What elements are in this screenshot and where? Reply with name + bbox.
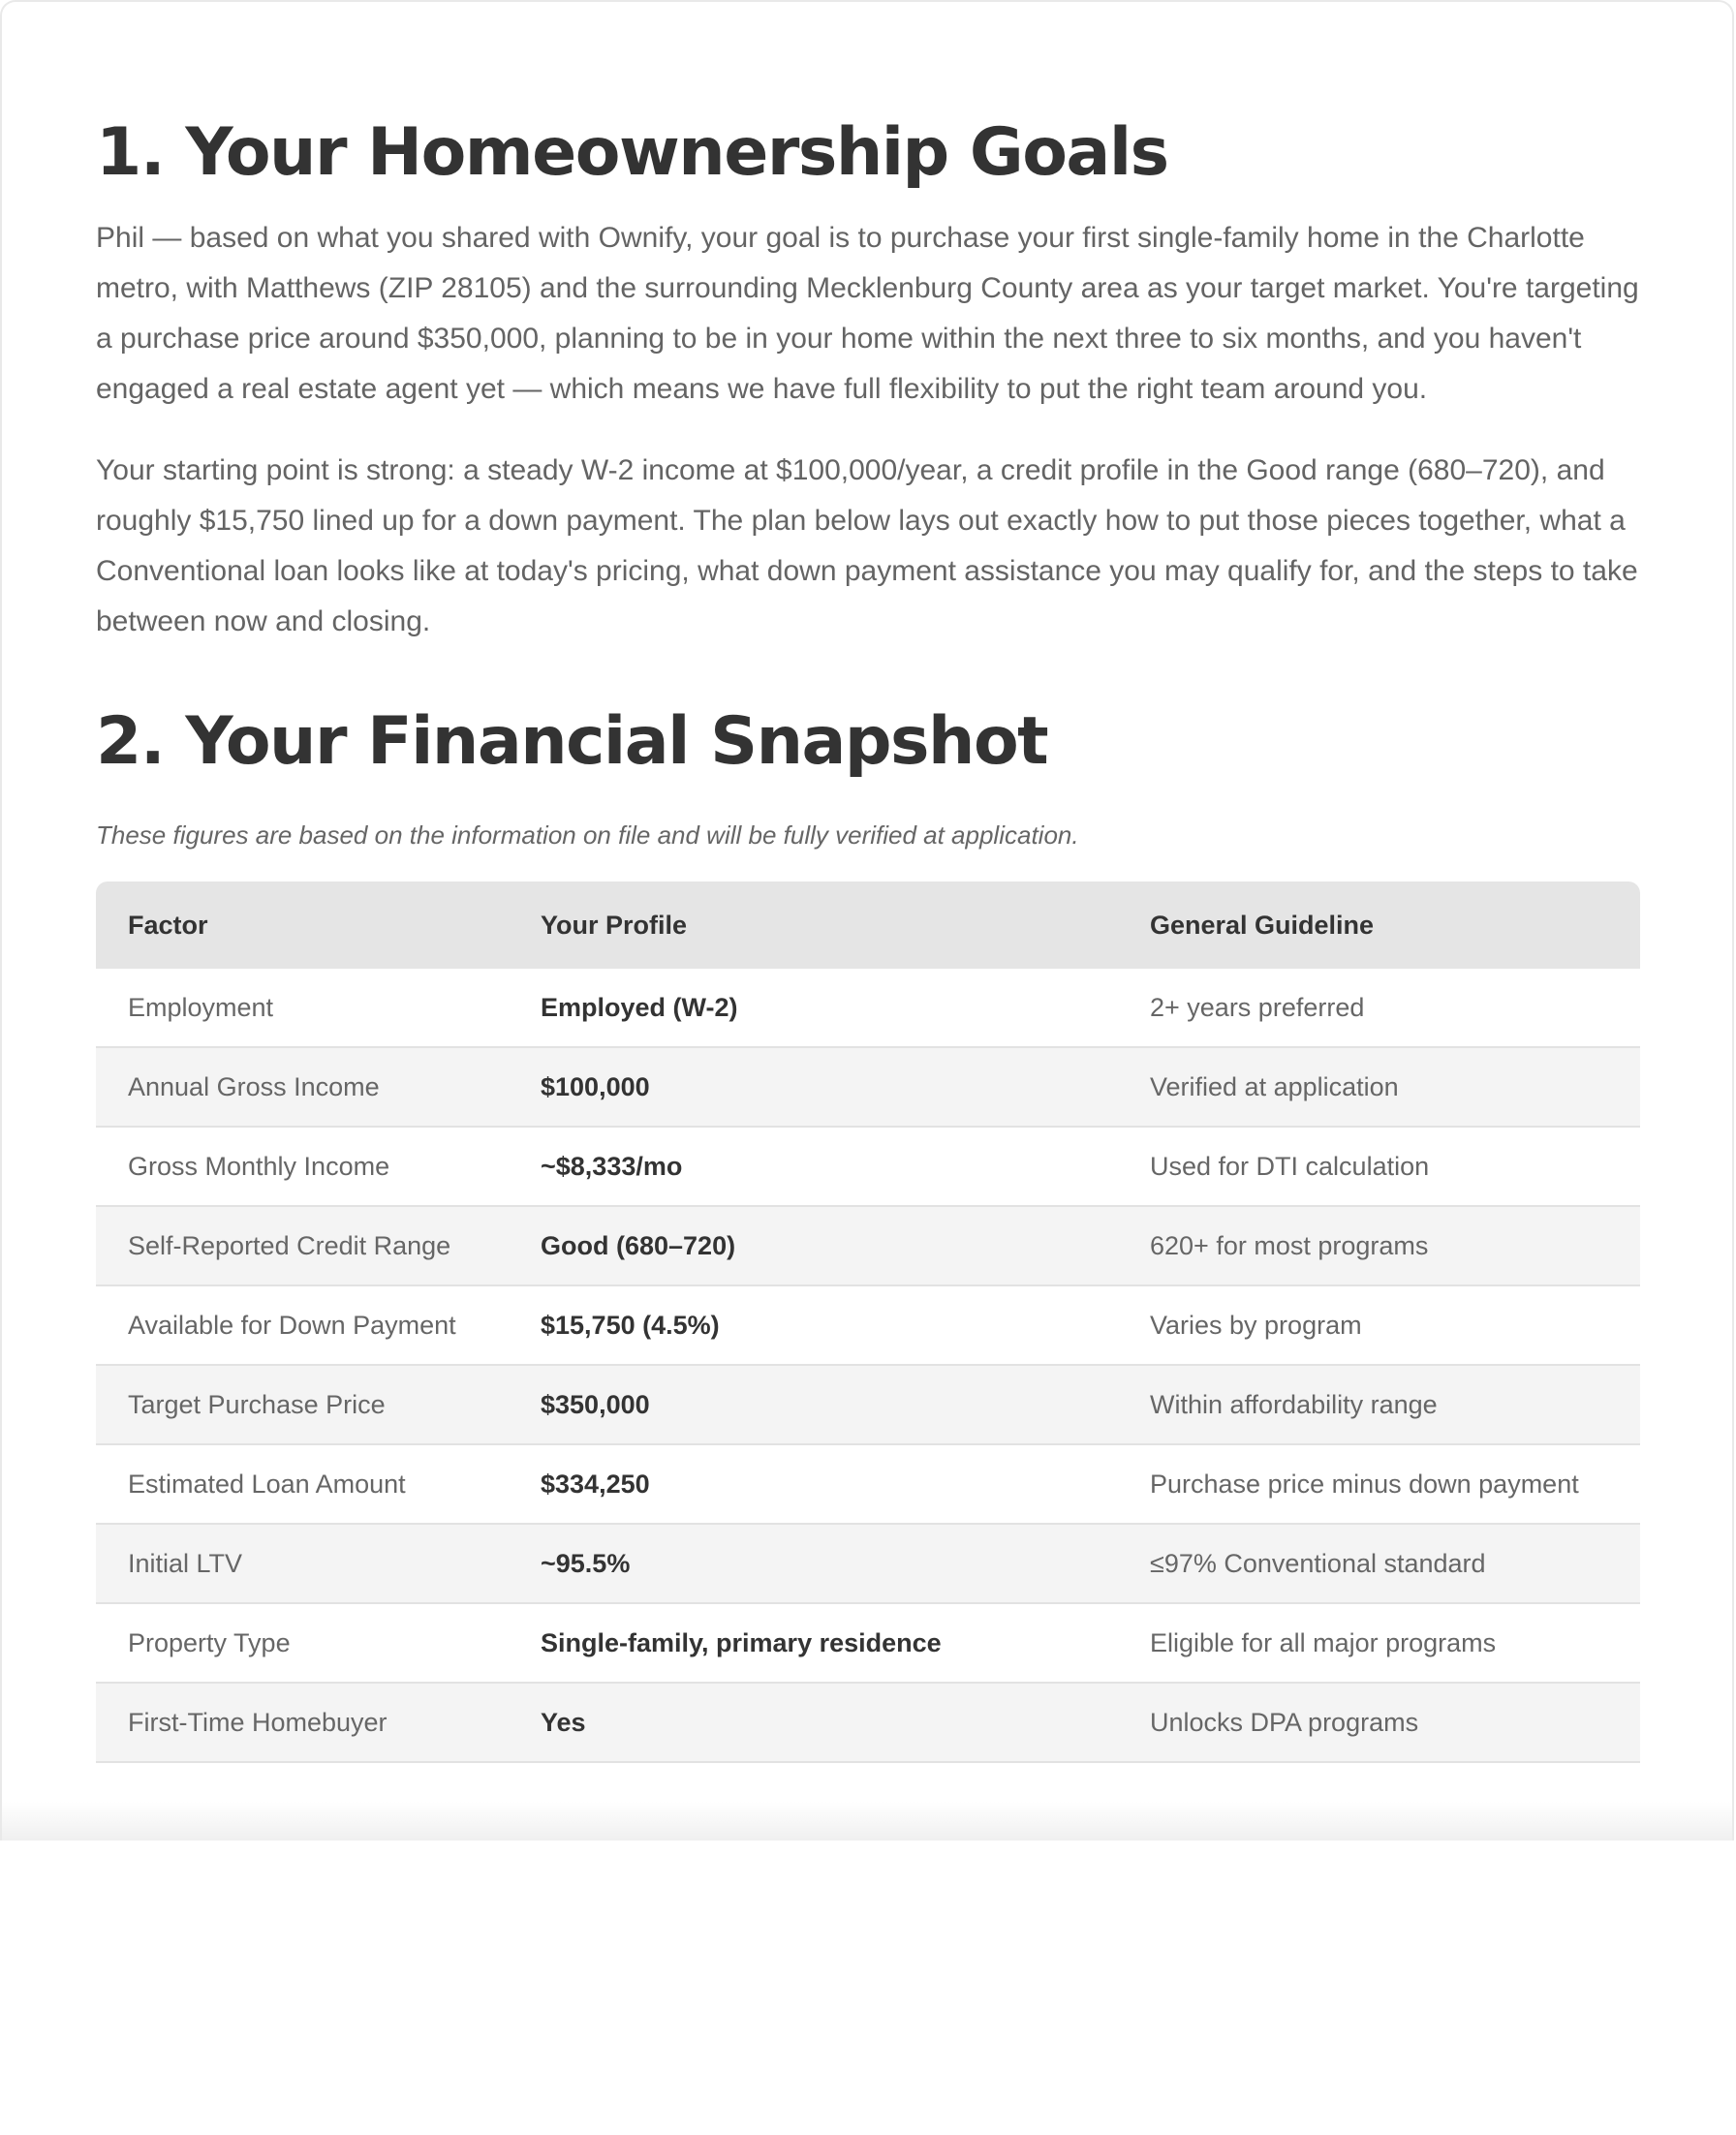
factor-cell: Target Purchase Price — [96, 1365, 509, 1444]
profile-cell: Yes — [509, 1683, 1118, 1762]
table-row — [96, 1047, 1640, 1127]
section-heading-snapshot: 2. Your Financial Snapshot — [96, 703, 1048, 780]
guideline-cell: 620+ for most programs — [1118, 1206, 1640, 1285]
profile-cell: ~95.5% — [509, 1524, 1118, 1603]
guideline-cell: Eligible for all major programs — [1118, 1603, 1640, 1683]
factor-cell: Gross Monthly Income — [96, 1127, 509, 1206]
goals-paragraph-2: Your starting point is strong: a steady W-2 income at $100,000/year, a credit profile in the Good range (680–720), and roughly $15,750 lined up for a down payment. The plan below lays out exactly how to put those pieces together, what a Conventional loan looks like at today's pricing, what down payment assistance you may qualify for, and the steps to take between now and closing. — [96, 454, 1638, 637]
factor-cell: First-Time Homebuyer — [96, 1683, 509, 1762]
profile-cell: Good (680–720) — [509, 1206, 1118, 1285]
factor-cell: Employment — [96, 969, 509, 1047]
profile-cell: $100,000 — [509, 1047, 1118, 1127]
table-row — [96, 1285, 1640, 1365]
header-factor: Factor — [96, 882, 509, 969]
guideline-cell: Within affordability range — [1118, 1365, 1640, 1444]
profile-cell: $350,000 — [509, 1365, 1118, 1444]
factor-cell: Initial LTV — [96, 1524, 509, 1603]
table-row — [96, 1444, 1640, 1524]
guideline-cell: Purchase price minus down payment — [1118, 1444, 1640, 1524]
factor-cell: Available for Down Payment — [96, 1285, 509, 1365]
table-row — [96, 969, 1640, 1047]
table-row — [96, 1206, 1640, 1285]
goals-paragraph-1: Phil — based on what you shared with Ownify, your goal is to purchase your first single-family home in the Charlotte metro, with Matthews (ZIP 28105) and the surrounding Mecklenburg County area as your target market. You're targeting a purchase price around $350,000, planning to be in your home within the next three to six months, and you haven't engaged a real estate agent yet — which means we have full flexibility to put the right team around you. — [96, 222, 1639, 405]
factor-cell: Self-Reported Credit Range — [96, 1206, 509, 1285]
snapshot-note: These figures are based on the information on file and will be fully verified at application. — [96, 820, 1079, 850]
profile-cell: $15,750 (4.5%) — [509, 1285, 1118, 1365]
page-fade — [2, 1802, 1732, 1841]
table-row — [96, 1683, 1640, 1762]
factor-cell: Estimated Loan Amount — [96, 1444, 509, 1524]
factor-cell: Annual Gross Income — [96, 1047, 509, 1127]
guideline-cell: Verified at application — [1118, 1047, 1640, 1127]
profile-cell: Employed (W-2) — [509, 969, 1118, 1047]
profile-cell: ~$8,333/mo — [509, 1127, 1118, 1206]
table-row — [96, 1603, 1640, 1683]
table-header-row — [96, 882, 1640, 969]
profile-cell: Single-family, primary residence — [509, 1603, 1118, 1683]
document-content — [96, 108, 1642, 1763]
guideline-cell: Varies by program — [1118, 1285, 1640, 1365]
guideline-cell: 2+ years preferred — [1118, 969, 1640, 1047]
guideline-cell: ≤97% Conventional standard — [1118, 1524, 1640, 1603]
section-heading-goals: 1. Your Homeownership Goals — [96, 114, 1168, 191]
financial-snapshot-table — [96, 882, 1640, 1763]
profile-cell: $334,250 — [509, 1444, 1118, 1524]
table-row — [96, 1127, 1640, 1206]
header-your-profile: Your Profile — [509, 882, 1118, 969]
guideline-cell: Unlocks DPA programs — [1118, 1683, 1640, 1762]
table-row — [96, 1365, 1640, 1444]
guideline-cell: Used for DTI calculation — [1118, 1127, 1640, 1206]
factor-cell: Property Type — [96, 1603, 509, 1683]
table-row — [96, 1524, 1640, 1603]
header-general-guideline: General Guideline — [1118, 882, 1640, 969]
